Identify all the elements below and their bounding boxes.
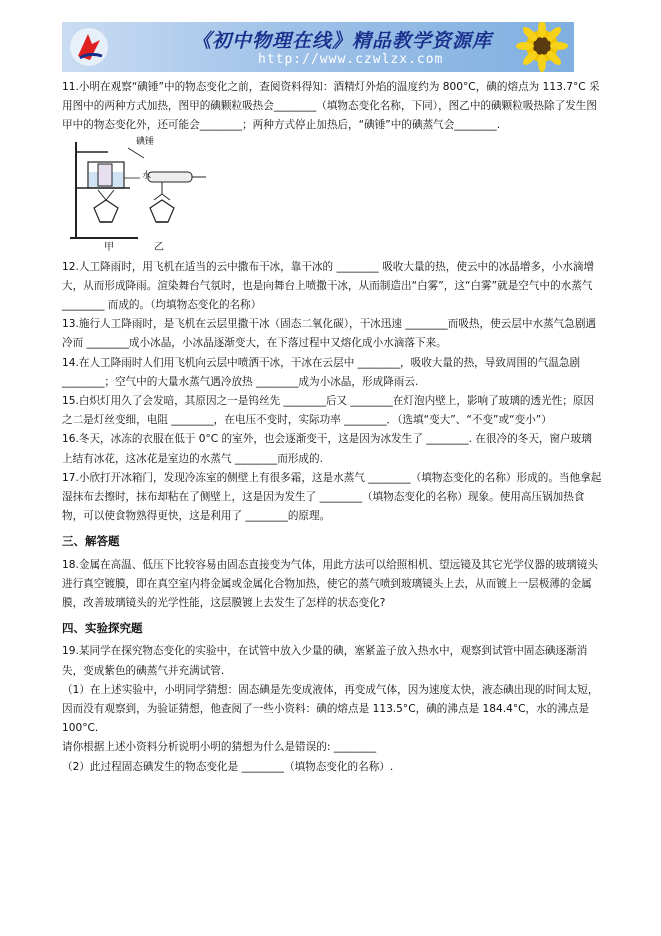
section-heading-experiment: 四、实验探究题: [62, 621, 143, 636]
question-16: 16.冬天，冰冻的衣服在低于 0°C 的室外，也会逐渐变干，这是因为冰发生了 ________. 在很冷的冬天，窗户玻璃上结有冰花，这冰花是室边的水蒸气 ________而形成的.: [62, 433, 592, 465]
question-13: 13.施行人工降雨时，是飞机在云层里撒干冰（固态二氧化碳），干冰迅速 ________而吸热，使云层中水蒸气急剧遇冷而 ________成小冰晶，小冰晶逐渐变大，在下落过程中又熔化成小水滴落下来。: [62, 318, 597, 350]
label-figure-b: 乙: [154, 241, 164, 253]
question-18: 18.金属在高温、低压下比较容易由固态直接变为气体，用此方法可以给照相机、望远镜及其它光学仪器的玻璃镜头进行真空镀膜，即在真空室内将金属或金属化合物加热，使它的蒸气喷到玻璃镜头上去，从而镀上一层极薄的金属膜，改善玻璃镜头的光学性能，这层膜镀上去发生了怎样的状态变化?: [62, 558, 598, 610]
question-17: 17.小欣打开冰箱门，发现冷冻室的侧壁上有很多霜，这是水蒸气 ________（填物态变化的名称）形成的。当他拿起湿抹布去擦时，抹布却粘在了侧壁上，这是因为发生了 ________（填物态变化的名称）现象。使用高压锅加热食物，可以使食物熟得更快，这是利用了 ________的原理。: [62, 471, 602, 523]
banner-url[interactable]: http://www.czwlzx.com: [258, 52, 444, 67]
section-heading-answers: 三、解答题: [62, 534, 120, 549]
question-12: 12.人工降雨时，用飞机在适当的云中撒布干冰，靠干冰的 ________ 吸收大量的热，使云中的冰晶增多，小水滴增大，从而形成降雨。渲染舞台气氛时，也是向舞台上喷撒干冰，从而制造出“白雾”，这“白雾”就是空气中的水蒸气 ________ 而成的。（均填物态变化的名称）: [62, 260, 595, 312]
label-water: 水: [142, 170, 152, 181]
sunflower-icon: [510, 22, 570, 72]
label-iodine-hammer: 碘锤: [136, 136, 155, 147]
question-15: 15.白炽灯用久了会发暗，其原因之一是钨丝先 ________后又 ________在灯泡内壁上，影响了玻璃的透光性；原因之二是灯丝变细，电阻 ________，在电压不变时，实际功率 ________．（选填“变大”、“不变”或“变小”）: [62, 395, 595, 427]
question-14: 14.在人工降雨时人们用飞机向云层中喷洒干冰，干冰在云层中 ________，吸收大量的热，导致周围的气温急剧 ________；空气中的大量水蒸气遇冷放热 ________成为小冰晶，形成降雨云.: [62, 356, 581, 388]
question-11: 11.小明在观察“碘锤”中的物态变化之前，查阅资料得知：酒精灯外焰的温度约为 800°C，碘的熔点为 113.7°C 采用图中的两种方式加热，图甲的碘颗粒吸热会________（填物态变化名称，下同），图乙中的碘颗粒吸热除了发生图甲中的物态变化外，还可能会________；两种方式停止加热后，“碘锤”中的碘蒸气会________.: [62, 81, 600, 132]
apparatus-figure: [68, 138, 228, 256]
site-logo-icon: [68, 26, 110, 68]
header-banner: [62, 22, 574, 72]
question-19-part-1: （1）在上述实验中，小明同学猜想：固态碘是先变成液体，再变成气体，因为速度太快，液态碘出现的时间太短，因而没有观察到，为验证猜想，他查阅了一些小资料：碘的熔点是 113.5°C，碘的沸点是 184.4°C，水的沸点是 100°C.: [62, 683, 599, 735]
question-19-part-2: （2）此过程固态碘发生的物态变化是 ________（填物态变化的名称）.: [62, 760, 394, 773]
document-body: [62, 78, 602, 777]
question-19: 19.某同学在探究物态变化的实验中，在试管中放入少量的碘，塞紧盖子放入热水中，观察到试管中固态碘逐渐消失，变成紫色的碘蒸气并充满试管.: [62, 645, 588, 677]
banner-title: 《初中物理在线》精品教学资源库: [192, 30, 493, 52]
label-figure-a: 甲: [104, 241, 114, 253]
iodine-apparatus-diagram: [68, 138, 228, 256]
question-19-prompt: 请你根据上述小资料分析说明小明的猜想为什么是错误的: ________: [62, 741, 377, 754]
